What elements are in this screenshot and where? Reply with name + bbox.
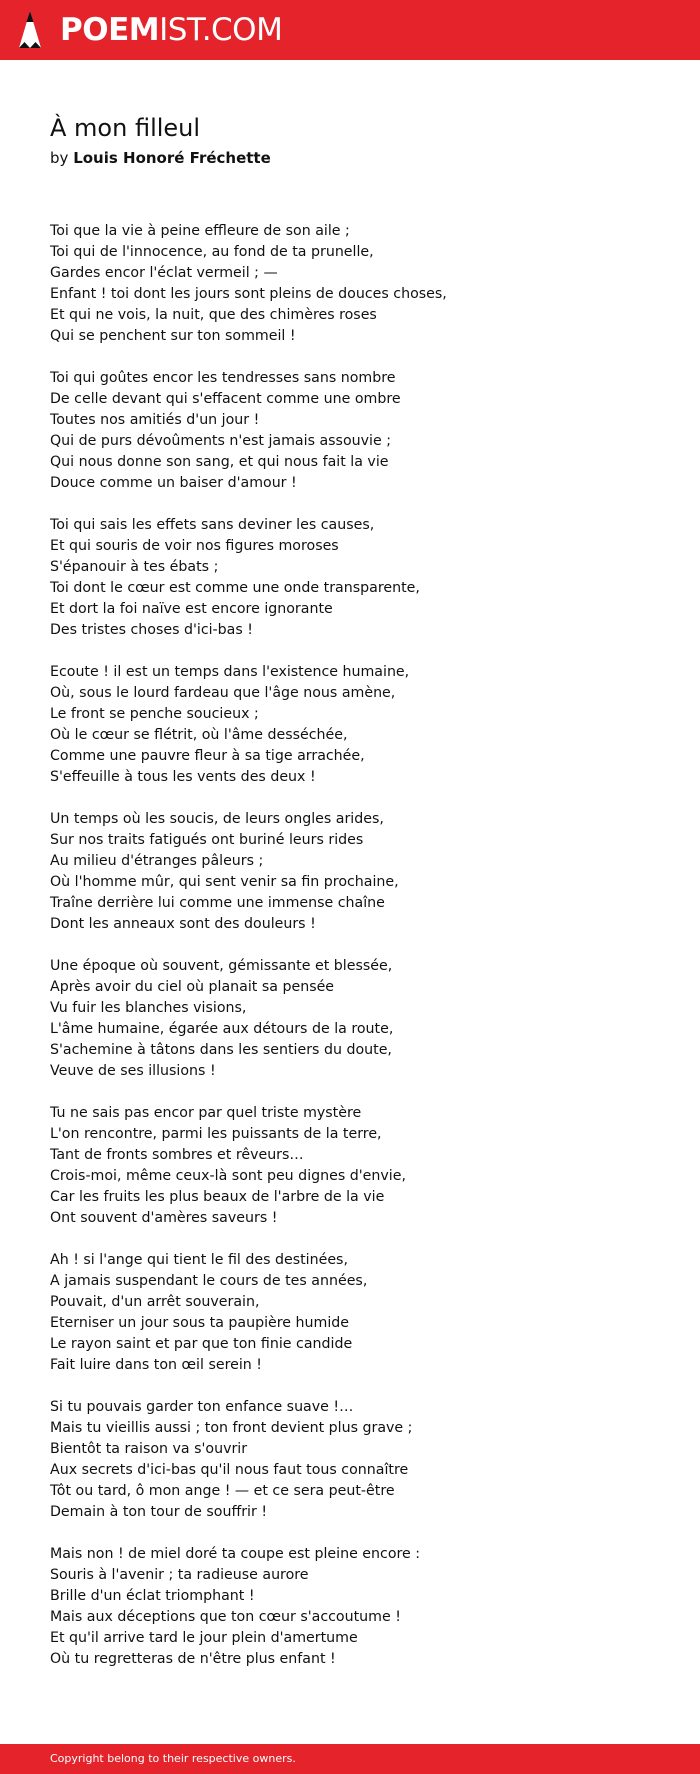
poem-line: Toi qui de l'innocence, au fond de ta prunelle, [50,244,374,260]
poem-line: Le rayon saint et par que ton finie candide [50,1336,353,1352]
poem-line: S'achemine à tâtons dans les sentiers du doute, [50,1042,392,1058]
poem-line: Crois-moi, même ceux-là sont peu dignes d'envie, [50,1168,406,1184]
poem-line: Et dort la foi naïve est encore ignorante [50,601,333,617]
poem-line: Dont les anneaux sont des douleurs ! [50,916,316,932]
poem-line: Et qui ne vois, la nuit, que des chimères roses [50,307,377,323]
poem-line: Où tu regretteras de n'être plus enfant ! [50,1651,336,1667]
poem-line: Toutes nos amitiés d'un jour ! [50,412,260,428]
poem-stanza [50,956,670,1082]
poem-line: Veuve de ses illusions ! [50,1063,216,1079]
pencil-tip-icon [16,8,44,52]
poem-line: Gardes encor l'éclat vermeil ; — [50,265,278,281]
poem-stanza [50,1103,670,1229]
poem-title: À mon filleul [50,114,201,142]
poem-line: Brille d'un éclat triomphant ! [50,1588,255,1604]
poem-line: Après avoir du ciel où planait sa pensée [50,979,335,995]
poem-line: Pouvait, d'un arrêt souverain, [50,1294,260,1310]
poem-line: Si tu pouvais garder ton enfance suave !… [50,1399,354,1415]
copyright-text: Copyright belong to their respective owners. [50,1752,296,1765]
poem-line: Demain à ton tour de souffrir ! [50,1504,268,1520]
poem-line: Toi dont le cœur est comme une onde transparente, [50,580,420,596]
poem-stanza [50,1544,670,1670]
poem-stanza [50,1397,670,1523]
poem-line: Eterniser un jour sous ta paupière humide [50,1315,350,1331]
poem-stanza [50,1250,670,1376]
poem-line: Toi que la vie à peine effleure de son aile ; [50,223,350,239]
poem-line: De celle devant qui s'effacent comme une ombre [50,391,401,407]
poem-line: Où l'homme mûr, qui sent venir sa fin prochaine, [50,874,399,890]
by-label: by [50,149,69,167]
poem-stanza [50,515,670,641]
poem-line: Enfant ! toi dont les jours sont pleins de douces choses, [50,286,447,302]
poem-line: Une époque où souvent, gémissante et blessée, [50,958,393,974]
poem-line: Tu ne sais pas encor par quel triste mystère [50,1105,362,1121]
poem-line: Souris à l'avenir ; ta radieuse aurore [50,1567,309,1583]
poem-stanza [50,221,670,347]
poem-line: Des tristes choses d'ici-bas ! [50,622,253,638]
poem-line: Car les fruits les plus beaux de l'arbre de la vie [50,1189,385,1205]
poem-line: Traîne derrière lui comme une immense chaîne [50,895,385,911]
poem-body [50,221,670,1670]
poem-line: Fait luire dans ton œil serein ! [50,1357,262,1373]
poem-line: L'âme humaine, égarée aux détours de la route, [50,1021,394,1037]
logo-text-light: IST.COM [159,12,283,48]
poem-line: Qui de purs dévoûments n'est jamais assouvie ; [50,433,391,449]
poem-line: Ont souvent d'amères saveurs ! [50,1210,278,1226]
poem-line: Où le cœur se flétrit, où l'âme desséchée, [50,727,348,743]
poem-line: Vu fuir les blanches visions, [50,1000,247,1016]
site-footer [0,1744,700,1774]
poem-byline [50,147,670,169]
poem-line: Mais tu vieillis aussi ; ton front devient plus grave ; [50,1420,413,1436]
site-header [0,0,700,60]
poem-line: S'effeuille à tous les vents des deux ! [50,769,316,785]
site-logo-text [60,8,282,52]
author-name: Louis Honoré Fréchette [73,149,271,167]
poem-line: Tant de fronts sombres et rêveurs… [50,1147,304,1163]
poem-line: Ah ! si l'ange qui tient le fil des destinées, [50,1252,348,1268]
poem-line: Tôt ou tard, ô mon ange ! — et ce sera peut-être [50,1483,395,1499]
poem-stanza [50,662,670,788]
poem-line: Et qu'il arrive tard le jour plein d'amertume [50,1630,358,1646]
site-logo[interactable] [16,8,282,52]
poem-line: Toi qui goûtes encor les tendresses sans nombre [50,370,396,386]
poem-line: Et qui souris de voir nos figures moroses [50,538,339,554]
poem-line: Douce comme un baiser d'amour ! [50,475,297,491]
poem-line: Toi qui sais les effets sans deviner les causes, [50,517,375,533]
poem-line: Mais aux déceptions que ton cœur s'accoutume ! [50,1609,401,1625]
poem-line: L'on rencontre, parmi les puissants de la terre, [50,1126,382,1142]
logo-text-bold: POEM [60,12,160,48]
poem-line: Où, sous le lourd fardeau que l'âge nous amène, [50,685,396,701]
poem-stanza [50,368,670,494]
poem-line: Ecoute ! il est un temps dans l'existence humaine, [50,664,410,680]
poem-stanza [50,809,670,935]
poem-line: S'épanouir à tes ébats ; [50,559,219,575]
poem-line: Bientôt ta raison va s'ouvrir [50,1441,248,1457]
poem-line: Mais non ! de miel doré ta coupe est pleine encore : [50,1546,421,1562]
poem-line: Qui nous donne son sang, et qui nous fait la vie [50,454,389,470]
poem-content [50,112,670,1691]
poem-line: Sur nos traits fatigués ont buriné leurs rides [50,832,364,848]
poem-line: Qui se penchent sur ton sommeil ! [50,328,296,344]
poem-line: Au milieu d'étranges pâleurs ; [50,853,264,869]
poem-line: Comme une pauvre fleur à sa tige arrachée, [50,748,365,764]
poem-line: A jamais suspendant le cours de tes années, [50,1273,368,1289]
poem-line: Un temps où les soucis, de leurs ongles arides, [50,811,384,827]
poem-line: Le front se penche soucieux ; [50,706,259,722]
poem-line: Aux secrets d'ici-bas qu'il nous faut tous connaître [50,1462,409,1478]
